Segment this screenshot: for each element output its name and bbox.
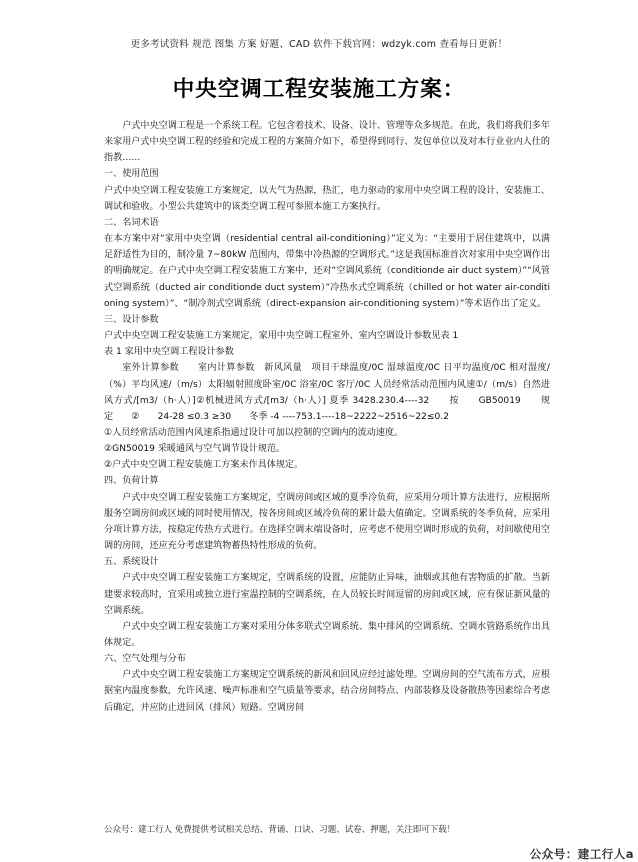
- section-heading: 六、空气处理与分布: [104, 654, 186, 665]
- footnote: ②GN50019 采暖通风与空气调节设计规范。: [104, 444, 286, 455]
- page-title: 中央空调工程安装施工方案：: [172, 77, 466, 102]
- section-heading: 一、使用范围: [104, 169, 159, 180]
- footer-note: 公众号：建工行人 免费提供考试相关总结、背诵、口诀、习题、试卷、押题，关注即可下载！: [104, 825, 456, 835]
- paragraph: 在本方案中对“家用中央空调（residential central ail-conditioning）”定义为：“主要用于居住建筑中，以满足舒适性为目的，制冷量 7~80kW 范围内，带集中冷热源的空调形式。”这是我国标准首次对家用中央空调作出的明确规定。在户式中央空调工程安装施工方案中，还对“空调风系统（conditionde air duct system）”“风管式空调系统（ducted air conditionde duct system）”冷热水式空调系统（chilled or hot water air-conditioning system）”、“制冷剂式空调系统（direct-expansion air-conditioning system）”等术语作出了定义。: [104, 234, 550, 309]
- intro-paragraph: 户式中央空调工程是一个系统工程。它包含着技术、设备、设计、管理等众多规范。在此，我们将我们多年来家用户式中央空调工程的经验和完成工程的方案简介如下，希望得到同行、发包单位以及对本行业业内人仕的指教……: [104, 121, 550, 164]
- document-body: [104, 118, 569, 716]
- paragraph: 户式中央空调工程安装施工方案对采用分体多联式空调系统、集中排风的空调系统、空调水管路系统作出具体规定。: [104, 621, 550, 648]
- footnote: ①人员经常活动范围内风速系指通过设计可加以控制的空调内的流动速度。: [104, 427, 404, 438]
- footnote: ②户式中央空调工程安装施工方案未作具体规定。: [104, 460, 304, 471]
- table-caption: 表 1 家用中央空调工程设计参数: [104, 347, 234, 358]
- paragraph: 户式中央空调工程安装施工方案规定，空调房间或区域的夏季冷负荷，应采用分项计算方法进行，应根据所服务空调房间或区域的同时使用情况，按各房间或区域冷负荷的累计最大值确定。空调系统的冬季负荷，应采用分项计算方法，按稳定传热方式进行。在选择空调末端设备时，应考虑不使用空调时形成的负荷，对间歇使用空调的房间，还应充分考虑建筑物蓄热特性形成的负荷。: [104, 492, 550, 552]
- section-heading: 五、系统设计: [104, 557, 159, 568]
- paragraph: 户式中央空调工程安装施工方案规定空调系统的新风和回风应经过滤处理。空调房间的空气流布方式，应根据室内温度参数，允许风速、噪声标准和空气质量等要求，结合房间特点、内部装修及设备散热等因素综合考虑后确定，并应防止进回风（排风）短路。空调房间: [104, 670, 550, 713]
- paragraph: 户式中央空调工程安装施工方案规定，以大气为热源，热汇，电力驱动的家用中央空调工程的设计、安装施工、调试和验收。小型公共建筑中的该类空调工程可参照本施工方案执行。: [104, 185, 550, 212]
- table-text: 室外计算参数 室内计算参数 新风风量 项目干球温度/0C 湿球温度/0C 日平均温度/0C 相对湿度/（%）平均风速/（m/s）太阳辐射照度卧室/0C 浴室/0C 客厅/0C 人员经常活动范围内风速①/（m/s）自然进风方式/[m3/（h·人）]②机械进风方式/[m3/（h·人）] 夏季 3428.230.4----32 按 GB50019 规 定 ② 24-28 ≤0.3 ≥30 冬季 -4 ----753.1----18~2222~2516~22≤0.2: [104, 363, 569, 422]
- section-heading: 三、设计参数: [104, 314, 159, 325]
- section-heading: 四、负荷计算: [104, 476, 159, 487]
- paragraph: 户式中央空调工程安装施工方案规定，空调系统的设置，应能防止异味，油烟或其他有害物质的扩散。当新建要求较高时，宜采用或独立进行室温控制的空调系统，在人员较长时间逗留的房间或区域，应有保证新风量的空调系统。: [104, 573, 550, 616]
- watermark: 公众号：建工行人a: [529, 847, 634, 861]
- header-note: 更多考试资料 规范 图集 方案 好题、CAD 软件下载官网：wdzyk.com 查看每日更新！: [130, 39, 508, 50]
- paragraph: 户式中央空调工程安装施工方案规定，家用中央空调工程室外、室内空调设计参数见表 1: [104, 331, 459, 342]
- section-heading: 二、名词术语: [104, 217, 159, 228]
